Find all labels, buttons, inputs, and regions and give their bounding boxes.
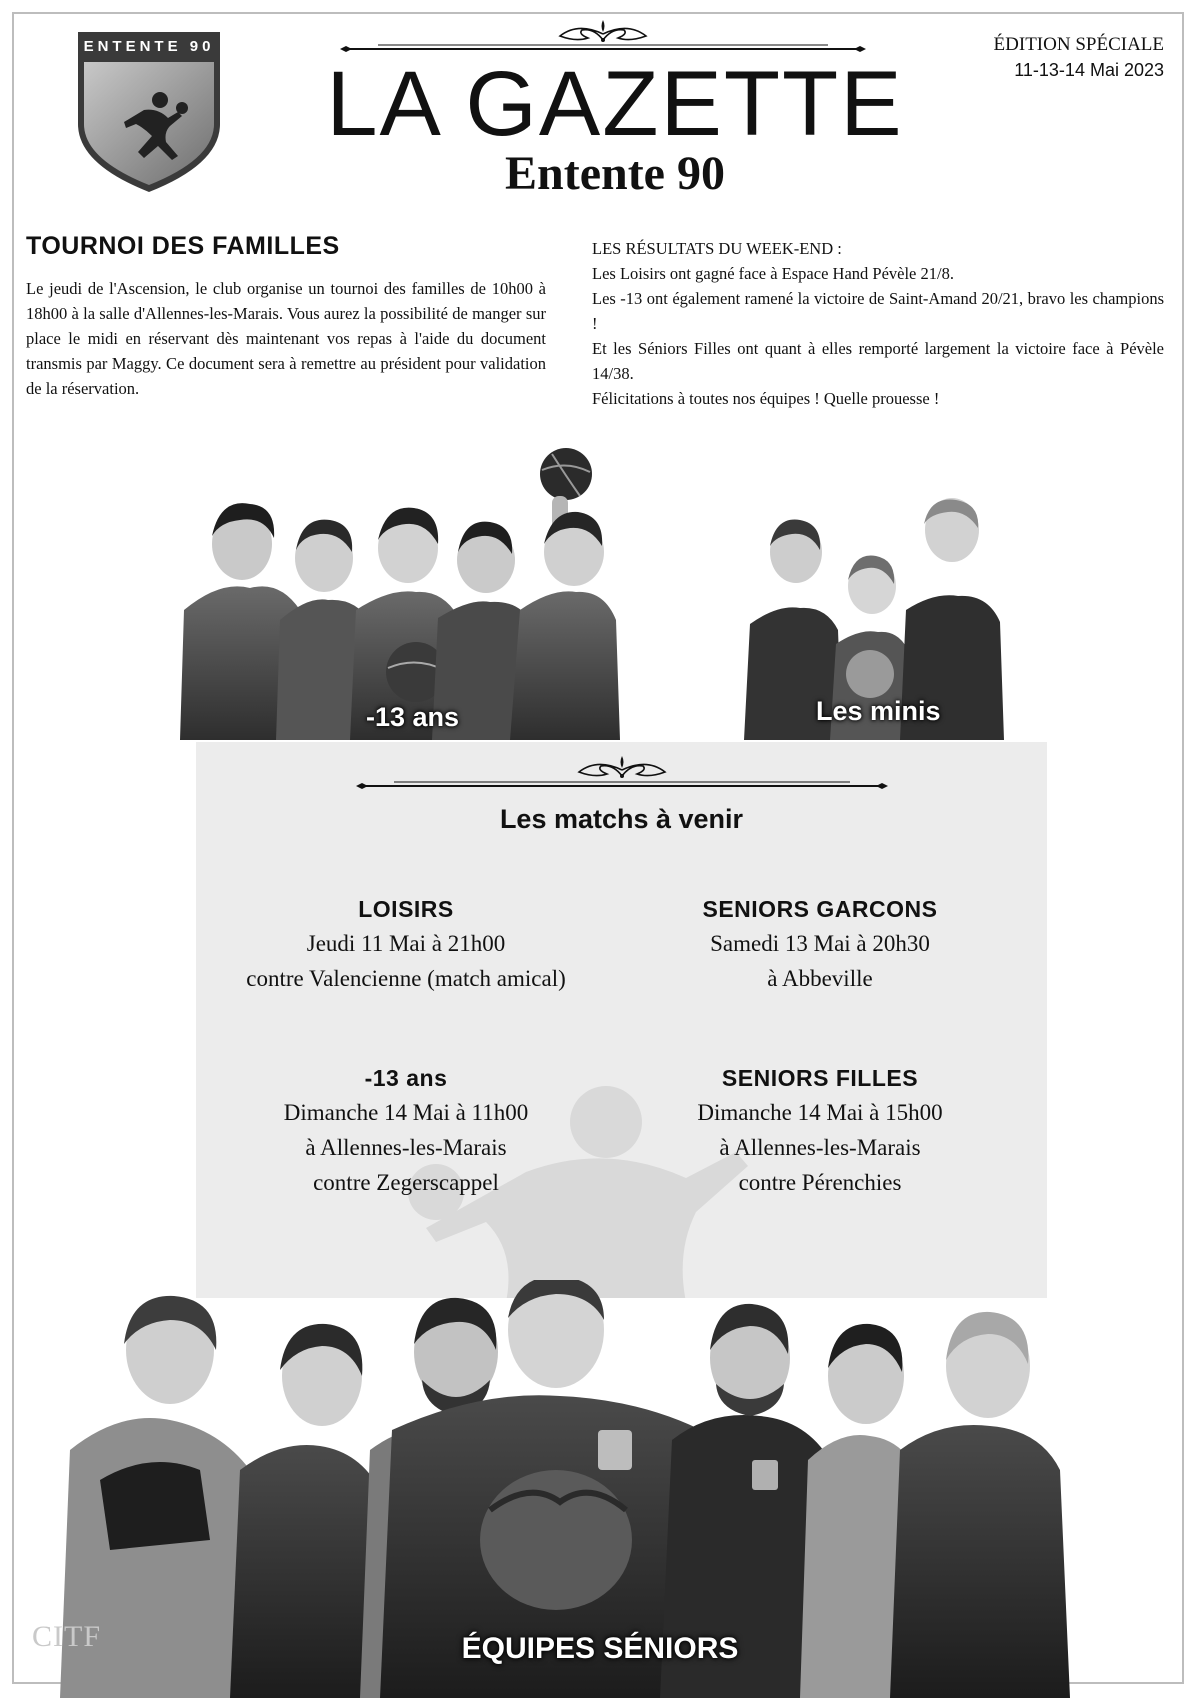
match-venue: à Allennes-les-Marais [305,1134,507,1160]
photo-label-u13: -13 ans [366,702,460,732]
photo-u13-team [180,440,670,740]
article-title-tournoi: TOURNOI DES FAMILLES [26,232,340,260]
match-detail: contre Valencienne (match amical) [246,965,566,991]
watermark-text: CITF [32,1620,102,1653]
edition-dates: 11-13-14 Mai 2023 [1014,59,1164,80]
results-line: Les Loisirs ont gagné face à Espace Hand Pévèle 21/8. [592,264,954,284]
upcoming-matches-panel [196,742,1047,1298]
photo-minis-team [738,494,1028,740]
photo-label-seniors: ÉQUIPES SÉNIORS [461,1632,739,1665]
match-datetime: Jeudi 11 Mai à 21h00 [306,930,506,956]
match-seniors-filles [610,1061,1030,1201]
match-team-name: SENIORS FILLES [721,1065,919,1091]
match-venue: à Allennes-les-Marais [719,1134,921,1160]
match-opponent: contre Zegerscappel [313,1169,499,1195]
match-datetime: Dimanche 14 Mai à 15h00 [697,1099,943,1125]
match-datetime: Dimanche 14 Mai à 11h00 [283,1099,529,1125]
photo-label-minis: Les minis [816,696,941,726]
match-seniors-garcons [610,892,1030,997]
u13-team-image [180,440,670,740]
newspaper-title: LA GAZETTE [326,53,904,155]
match-team-name: SENIORS GARCONS [702,896,938,922]
logo-text: ENTENTE 90 [83,38,215,55]
edition-label: ÉDITION SPÉCIALE [993,34,1164,55]
newspaper-subtitle: Entente 90 [505,147,725,200]
club-logo [74,28,224,196]
match-datetime: Samedi 13 Mai à 20h30 [710,930,930,956]
match-u13 [196,1061,616,1201]
match-team-name: LOISIRS [358,896,454,922]
results-line: Les -13 ont également ramené la victoire de Saint-Amand 20/21, bravo les champions ! [592,289,1164,334]
results-heading: LES RÉSULTATS DU WEEK-END : [592,239,842,258]
matches-title: Les matchs à venir [499,804,744,834]
ornament-divider-matches [354,754,890,794]
edition-info [994,32,1164,82]
match-detail: à Abbeville [767,965,873,991]
match-opponent: contre Pérenchies [738,1169,902,1195]
match-loisirs [196,892,616,997]
ornament-divider-top [338,16,868,56]
results-line: Et les Séniors Filles ont quant à elles remporté largement la victoire face à Pévèle 14/38. [592,339,1164,384]
article-body-tournoi: Le jeudi de l'Ascension, le club organise un tournoi des familles de 10h00 à 18h00 à la salle d'Allennes-les-Marais. Vous aurez la possibilité de manger sur place le midi en réservant dès maintenant vos repas à l'aide du document transmis par Maggy. Ce document sera à remettre au président pour validation de la réservation. [26,279,546,399]
article-results [592,236,1164,412]
results-line: Félicitations à toutes nos équipes ! Quelle prouesse ! [592,389,940,409]
match-team-name: -13 ans [364,1065,448,1091]
